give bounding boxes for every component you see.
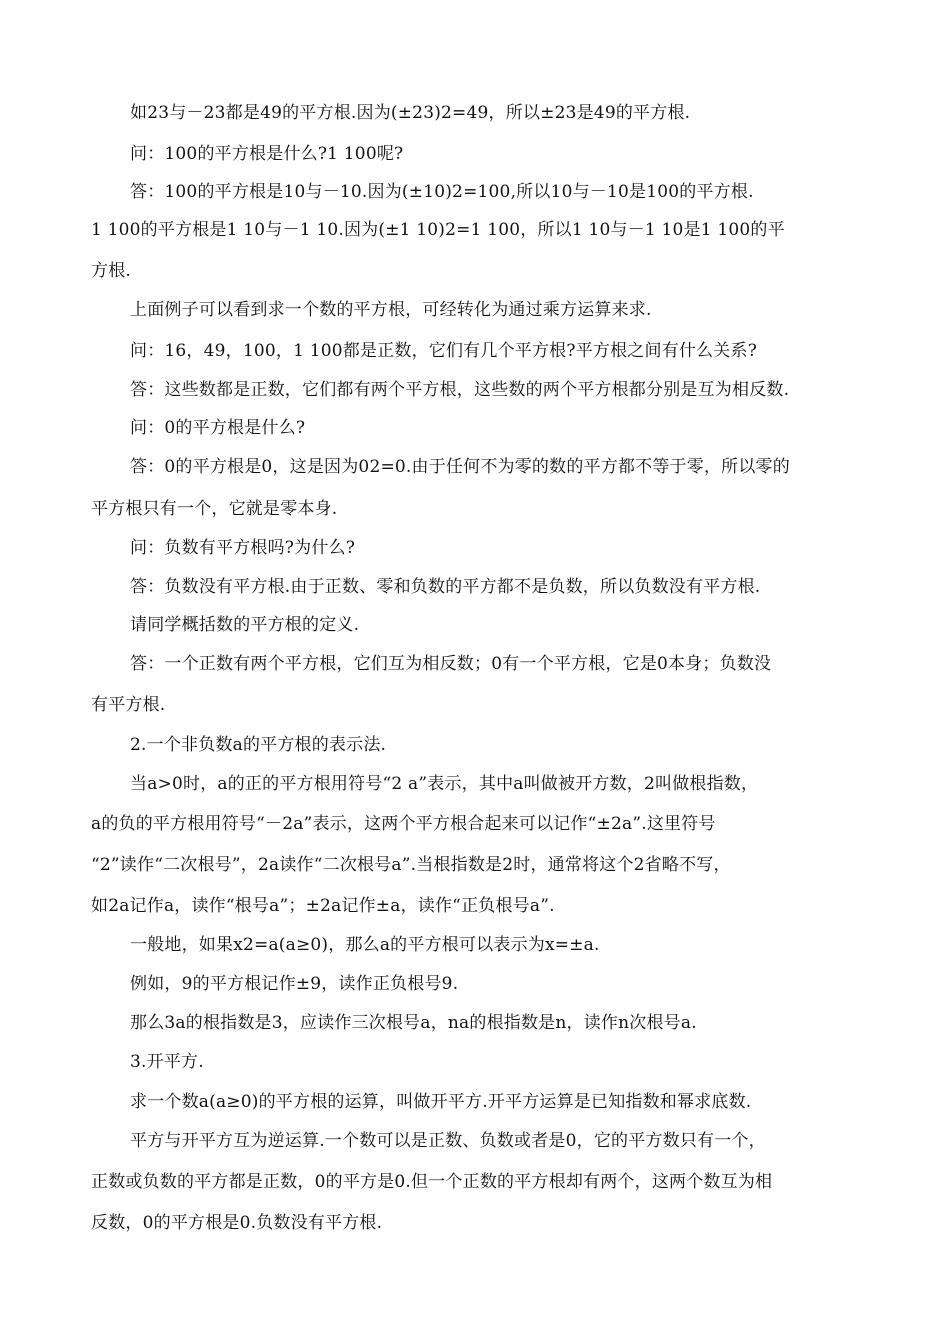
- text-line: a的负的平方根用符号“－2a”表示，这两个平方根合起来可以记作“±2a”.这里符号: [91, 814, 716, 834]
- text-line: 有平方根.: [91, 695, 166, 715]
- text-line: 如23与－23都是49的平方根.因为(±23)2=49，所以±23是49的平方根.: [130, 103, 691, 123]
- text-line: 如2a记作a，读作“根号a”；±2a记作±a，读作“正负根号a”.: [91, 896, 555, 916]
- text-line: 答：这些数都是正数，它们都有两个平方根，这些数的两个平方根都分别是互为相反数.: [130, 380, 790, 400]
- text-line: 那么3a的根指数是3，应读作三次根号a，na的根指数是n，读作n次根号a.: [130, 1013, 697, 1033]
- text-line: 答：100的平方根是10与－10.因为(±10)2=100,所以10与－10是100的平方根.: [130, 182, 754, 202]
- text-line: 求一个数a(a≥0)的平方根的运算，叫做开平方.开平方运算是已知指数和幂求底数.: [130, 1092, 752, 1112]
- text-line: 方根.: [91, 261, 132, 281]
- text-line: 1 100的平方根是1 10与－1 10.因为(±1 10)2=1 100，所以1 10与－1 10是1 100的平: [91, 220, 785, 240]
- text-line: 问：负数有平方根吗?为什么?: [130, 538, 356, 558]
- section-heading: 3.开平方.: [130, 1052, 204, 1072]
- text-line: 例如，9的平方根记作±9，读作正负根号9.: [130, 974, 459, 994]
- text-line: 答：0的平方根是0，这是因为02=0.由于任何不为零的数的平方都不等于零，所以零的: [130, 457, 790, 477]
- section-heading: 2.一个非负数a的平方根的表示法.: [130, 735, 387, 755]
- text-line: 上面例子可以看到求一个数的平方根，可经转化为通过乘方运算来求.: [130, 300, 652, 320]
- text-line: 答：负数没有平方根.由于正数、零和负数的平方都不是负数，所以负数没有平方根.: [130, 577, 761, 597]
- text-line: “2”读作“二次根号”，2a读作“二次根号a”.当根指数是2时，通常将这个2省略不写，: [91, 855, 731, 875]
- text-line: 反数，0的平方根是0.负数没有平方根.: [91, 1213, 383, 1233]
- text-line: 一般地，如果x2=a(a≥0)，那么a的平方根可以表示为x=±a.: [130, 935, 600, 955]
- text-line: 平方与开平方互为逆运算.一个数可以是正数、负数或者是0，它的平方数只有一个，: [130, 1131, 766, 1151]
- text-line: 问：16，49，100，1 100都是正数，它们有几个平方根?平方根之间有什么关系?: [130, 341, 758, 361]
- text-line: 平方根只有一个，它就是零本身.: [91, 499, 338, 519]
- text-line: 当a>0时，a的正的平方根用符号“2 a”表示，其中a叫做被开方数，2叫做根指数，: [130, 774, 759, 794]
- text-line: 问：100的平方根是什么?1 100呢?: [130, 144, 404, 164]
- text-line: 答：一个正数有两个平方根，它们互为相反数；0有一个平方根，它是0本身；负数没: [130, 654, 772, 674]
- text-line: 请同学概括数的平方根的定义.: [130, 615, 360, 635]
- text-line: 问：0的平方根是什么?: [130, 418, 306, 438]
- text-line: 正数或负数的平方都是正数，0的平方是0.但一个正数的平方根却有两个，这两个数互为相: [91, 1172, 773, 1192]
